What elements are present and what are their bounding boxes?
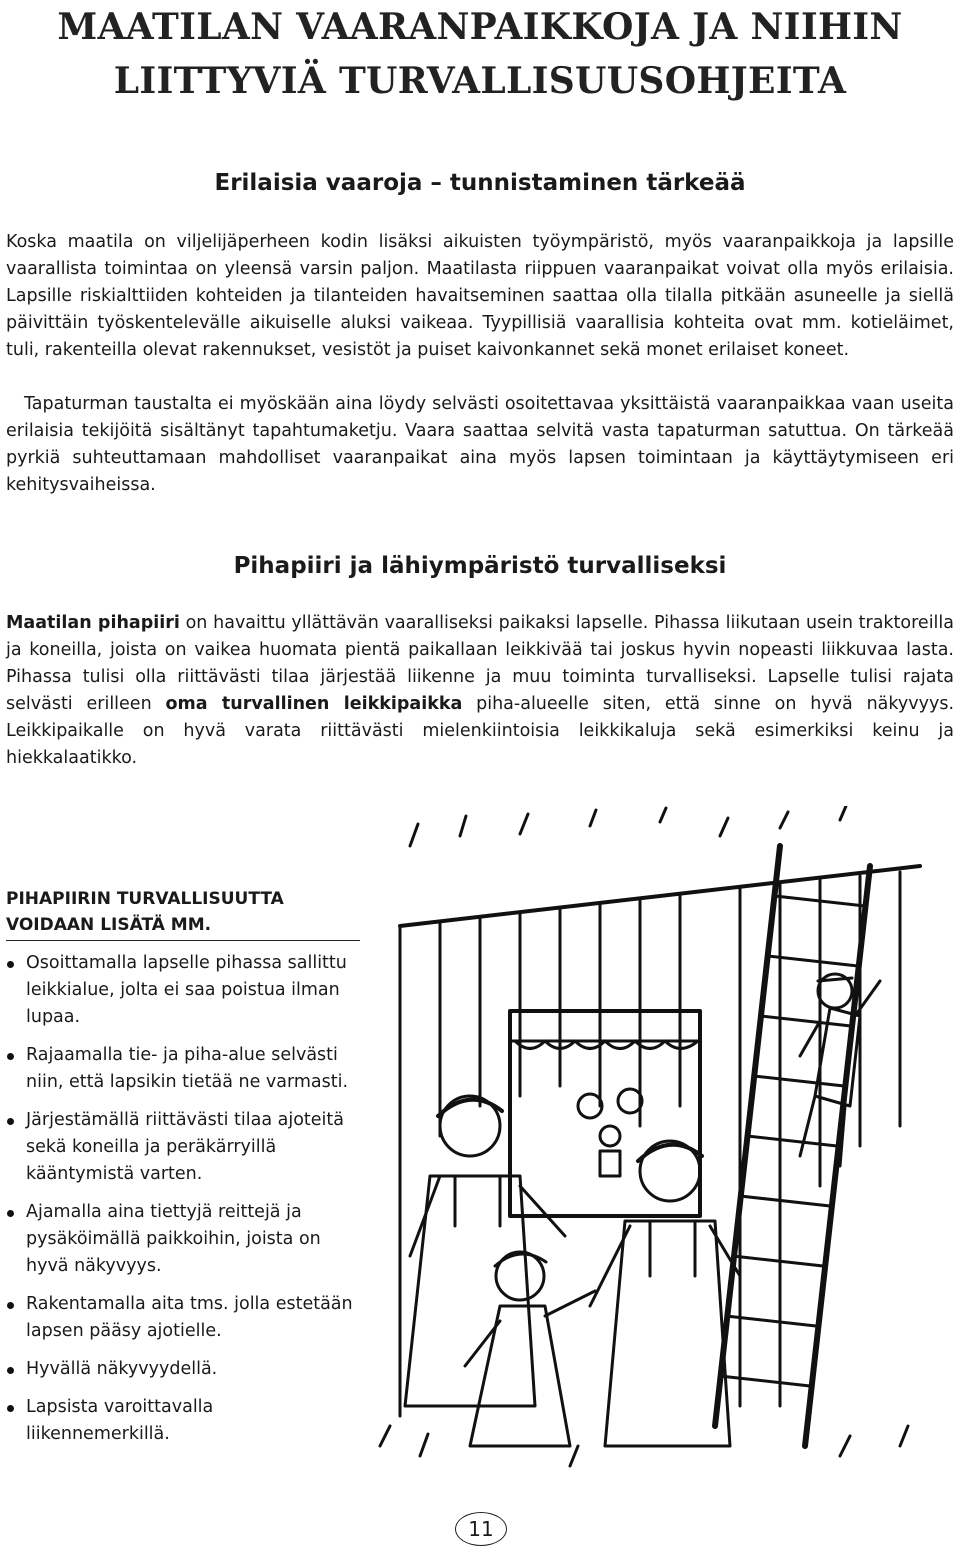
farmyard-illustration (360, 806, 960, 1506)
list-item: Rakentamalla aita tms. jolla estetään lapsen pääsy ajotielle. (6, 1291, 358, 1345)
hazards-paragraph-2-text: Tapaturman taustalta ei myöskään aina löydy selvästi osoitettavaa yksittäistä vaaranpaikkaa vaan useita erilaisia tekijöitä sisältänyt tapahtumaketju. Vaara saattaa selvitä vasta tapaturman satuttua. On tärkeää pyrkiä suhteuttamaan mahdolliset vaaranpaikat aina myös lapsen toimintaan ja käyttäytymiseen eri kehitysvaiheissa. (6, 394, 954, 495)
yard-text-2: piha-alueelle siten, että sinne on hyvä näkyvyys. Leikkipaikalle on hyvä varata riittävästi mielenkiintoisia leikkikaluja sekä esimerkiksi keinu ja hiekkalaatikko. (6, 694, 955, 768)
page-number: 11 (455, 1512, 507, 1546)
sidebar-title-line-2: VOIDAAN LISÄTÄ MM. (6, 915, 212, 935)
section-heading-hazards: Erilaisia vaaroja – tunnistaminen tärkeää (214, 170, 746, 196)
yard-bold-phrase-1: Maatilan pihapiiri (6, 613, 180, 633)
list-item: Ajamalla aina tiettyjä reittejä ja pysäköimällä paikkoihin, joista on hyvä näkyvyys. (6, 1199, 358, 1280)
list-item: Rajaamalla tie- ja piha-alue selvästi niin, että lapsikin tietää ne varmasti. (6, 1042, 358, 1096)
yard-bold-phrase-2: oma turvallinen leikkipaikka (165, 694, 463, 714)
page-title-line-1: MAATILAN VAARANPAIKKOJA JA NIIHIN (57, 6, 903, 48)
section-heading-yard: Pihapiiri ja lähiympäristö turvalliseksi (233, 553, 727, 579)
hazards-paragraph-2 (6, 391, 954, 499)
safety-tips-list (6, 950, 358, 1459)
page-title-line-2: LIITTYVIÄ TURVALLISUUSOHJEITA (113, 60, 847, 102)
sidebar-title-line-1: PIHAPIIRIN TURVALLISUUTTA (6, 889, 284, 909)
yard-text-1: on havaittu yllättävän vaaralliseksi paikaksi lapselle. Pihassa liikutaan usein traktoreilla ja koneilla, joista on vaikea huomata pientä paikallaan leikkivää tai joskus hyvin nopeasti liikkuvaa lasta. Pihassa tulisi olla riittävästi tilaa järjestää liikenne ja muu toiminta turvalliseksi. Lapselle tulisi rajata selvästi erilleen (6, 613, 955, 714)
list-item: Hyvällä näkyvyydellä. (6, 1356, 358, 1383)
yard-paragraph (6, 610, 954, 772)
sidebar-title (6, 886, 360, 941)
list-item: Järjestämällä riittävästi tilaa ajoteitä sekä koneilla ja peräkärryillä kääntymistä varten. (6, 1107, 358, 1188)
list-item: Lapsista varoittavalla liikennemerkillä. (6, 1394, 358, 1448)
list-item: Osoittamalla lapselle pihassa sallittu leikkialue, jolta ei saa poistua ilman lupaa. (6, 950, 358, 1031)
page-title (0, 0, 960, 108)
hazards-paragraph-1: Koska maatila on viljelijäperheen kodin lisäksi aikuisten työympäristö, myös vaaranpaikkoja ja lapsille vaarallista toimintaa on yleensä varsin paljon. Maatilasta riippuen vaaranpaikat voivat olla myös erilaisia. Lapsille riskialttiiden kohteiden ja tilanteiden havaitseminen saattaa olla tilalla pitkään asuneelle ja siellä päivittäin työskentelevälle aikuiselle aluksi vaikeaa. Tyypillisiä vaarallisia kohteita ovat mm. kotieläimet, tuli, rakenteilla olevat rakennukset, vesistöt ja puiset kaivonkannet sekä monet erilaiset koneet. (6, 232, 954, 360)
